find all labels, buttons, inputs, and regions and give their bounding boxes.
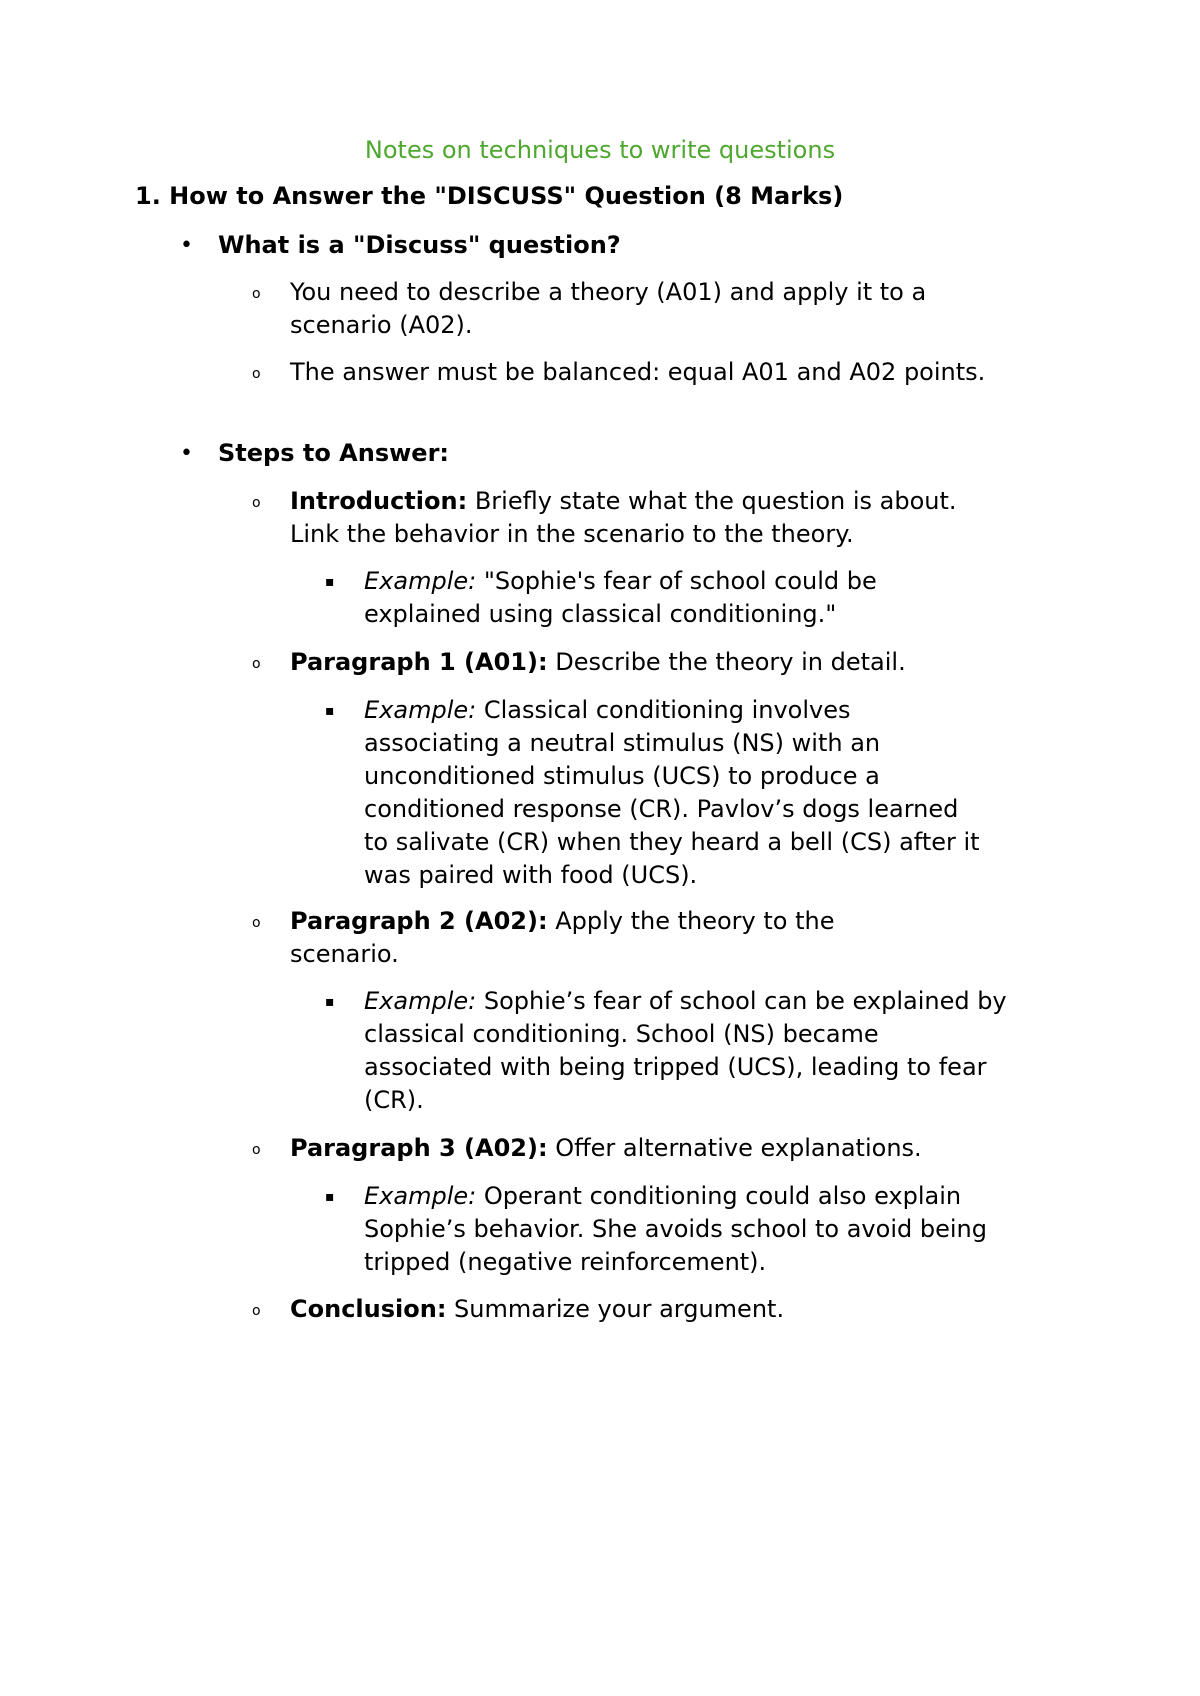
step-paragraph-3 <box>290 1132 1020 1165</box>
what-label: What is a "Discuss" question? <box>218 231 621 259</box>
bullet-circle-icon: o <box>252 495 261 511</box>
steps-label: Steps to Answer: <box>218 439 449 467</box>
step-text: Describe the theory in detail. <box>547 648 906 676</box>
step-label: Paragraph 2 (A02): <box>290 907 548 935</box>
bullet-square-icon: ▪ <box>325 994 335 1010</box>
step-paragraph-2 <box>290 905 950 971</box>
step-label: Paragraph 1 (A01): <box>290 648 548 676</box>
step-introduction <box>290 485 990 551</box>
step-conclusion <box>290 1293 990 1326</box>
example-text: "Sophie's fear of school could be explained using classical conditioning." <box>364 567 877 628</box>
step-text: Offer alternative explanations. <box>547 1134 922 1162</box>
what-item: You need to describe a theory (A01) and apply it to a scenario (A02). <box>290 278 927 339</box>
example-text: Operant conditioning could also explain Sophie’s behavior. She avoids school to avoid being tripped (negative reinforcement). <box>364 1182 987 1276</box>
bullet-circle-icon: o <box>252 1142 261 1158</box>
example-text: Sophie’s fear of school can be explained by classical conditioning. School (NS) became associated with being tripped (UCS), leading to fear (CR). <box>364 987 1007 1114</box>
bullet-circle-icon: o <box>252 656 261 672</box>
bullet-square-icon: ▪ <box>325 1189 335 1205</box>
bullet-circle-icon: o <box>252 286 261 302</box>
example-paragraph-1 <box>364 694 990 892</box>
example-introduction <box>364 565 1000 631</box>
bullet-circle-icon: o <box>252 915 261 931</box>
what-item: The answer must be balanced: equal A01 and A02 points. <box>290 358 986 386</box>
example-paragraph-3 <box>364 1180 1010 1279</box>
example-label: Example: <box>364 567 477 595</box>
example-label: Example: <box>364 1182 477 1210</box>
example-paragraph-2 <box>364 985 1010 1117</box>
section-heading: 1. How to Answer the "DISCUSS" Question (8 Marks) <box>135 182 844 210</box>
bullet-circle-icon: o <box>252 1303 261 1319</box>
example-label: Example: <box>364 696 477 724</box>
step-label: Paragraph 3 (A02): <box>290 1134 548 1162</box>
bullet-square-icon: ▪ <box>325 703 335 719</box>
step-label: Conclusion: <box>290 1295 447 1323</box>
step-label: Introduction: <box>290 487 468 515</box>
step-text: Briefly state what the question is about. Link the behavior in the scenario to the theory. <box>290 487 957 548</box>
step-text: Summarize your argument. <box>446 1295 785 1323</box>
step-paragraph-1 <box>290 646 990 679</box>
bullet-disc-icon: • <box>180 233 193 258</box>
example-text: Classical conditioning involves associating a neutral stimulus (NS) with an unconditioned stimulus (UCS) to produce a conditioned response (CR). Pavlov’s dogs learned to salivate (CR) when they heard a bell (CS) after it was paired with food (UCS). <box>364 696 980 889</box>
document-title: Notes on techniques to write questions <box>364 136 836 164</box>
bullet-disc-icon: • <box>180 441 193 466</box>
example-label: Example: <box>364 987 477 1015</box>
step-text: Apply the theory to the scenario. <box>290 907 835 968</box>
bullet-circle-icon: o <box>252 366 261 382</box>
bullet-square-icon: ▪ <box>325 574 335 590</box>
